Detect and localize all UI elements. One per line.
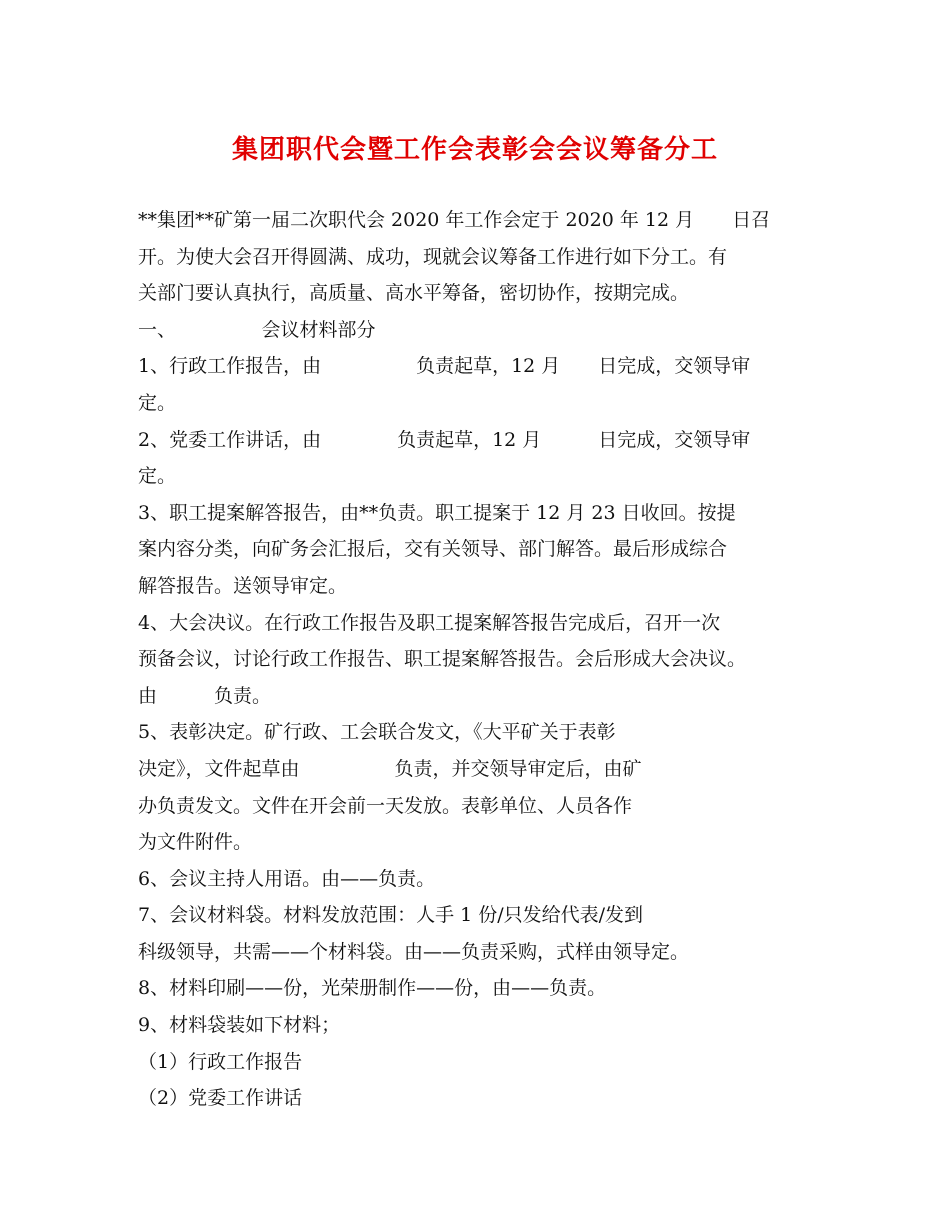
body-line: 3、职工提案解答报告，由**负责。职工提案于 12 月 23 日收回。按提 <box>138 501 736 524</box>
body-line: 9、材料袋装如下材料； <box>138 1014 341 1037</box>
body-line: 2、党委工作讲话，由 负责起草，12 月 日完成，交领导审 <box>138 428 751 451</box>
body-line: 科级领导，共需——个材料袋。由——负责采购，式样由领导定。 <box>138 940 690 963</box>
body-line: 案内容分类，向矿务会汇报后，交有关领导、部门解答。最后形成综合 <box>138 538 728 561</box>
body-line: 预备会议，讨论行政工作报告、职工提案解答报告。会后形成大会决议。 <box>138 648 747 671</box>
body-line: 定。 <box>138 391 177 414</box>
body-line: 为文件附件。 <box>138 831 253 854</box>
body-line: 决定》，文件起草由 负责，并交领导审定后，由矿 <box>138 757 642 780</box>
list-item: （2）党委工作讲话 <box>138 1087 303 1110</box>
body-line: 关部门要认真执行，高质量、高水平筹备，密切协作，按期完成。 <box>138 282 690 305</box>
body-line: 定。 <box>138 465 177 488</box>
body-line: 1、行政工作报告，由 负责起草，12 月 日完成，交领导审 <box>138 355 751 378</box>
list-item: （1）行政工作报告 <box>138 1050 303 1073</box>
document-body <box>138 202 838 1117</box>
body-line: 办负责发文。文件在开会前一天发放。表彰单位、人员各作 <box>138 794 633 817</box>
body-line: 开。为使大会召开得圆满、成功，现就会议筹备工作进行如下分工。有 <box>138 245 728 268</box>
body-line: **集团**矿第一届二次职代会 2020 年工作会定于 2020 年 12 月 日召 <box>138 209 771 231</box>
body-line: 6、会议主持人用语。由——负责。 <box>138 867 436 890</box>
section-heading: 一、 会议材料部分 <box>138 318 376 341</box>
body-line: 5、表彰决定。矿行政、工会联合发文，《大平矿关于表彰 <box>138 721 616 744</box>
body-line: 8、材料印刷——份，光荣册制作——份，由——负责。 <box>138 977 607 1000</box>
body-line: 解答报告。送领导审定。 <box>138 574 348 597</box>
document-title: 集团职代会暨工作会表彰会会议筹备分工 <box>231 135 718 165</box>
body-line: 4、大会决议。在行政工作报告及职工提案解答报告完成后，召开一次 <box>138 611 721 634</box>
body-line: 由 负责。 <box>138 684 272 707</box>
body-line: 7、会议材料袋。材料发放范围：人手 1 份/只发给代表/发到 <box>138 904 644 927</box>
